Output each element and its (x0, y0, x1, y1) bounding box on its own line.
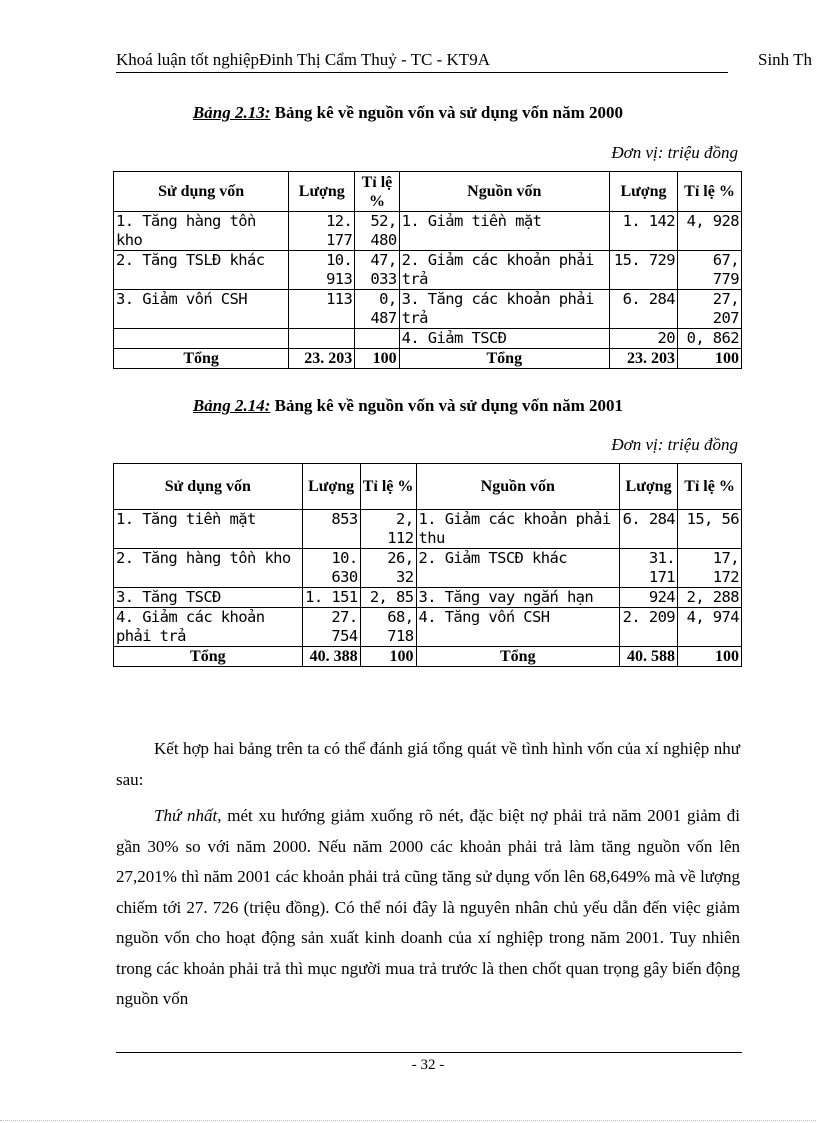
table2-header-cell: Nguồn vốn (416, 464, 620, 510)
table-cell: 40. 388 (302, 647, 360, 667)
table-cell: 17, 172 (678, 549, 742, 588)
table-cell: 4, 974 (678, 608, 742, 647)
table2-title: Bảng kê về nguồn vốn và sử dụng vốn năm 2001 (270, 396, 624, 415)
paragraph-1: Kết hợp hai bảng trên ta có thể đánh giá tổng quát về tình hình vốn của xí nghiệp như sau: (116, 739, 740, 789)
table-cell: 3. Tăng các khoản phải trả (399, 290, 609, 329)
table-cell: 27, 207 (678, 290, 742, 329)
table-cell: 924 (620, 588, 678, 608)
table-cell: 2. Tăng TSLĐ khác (114, 251, 289, 290)
table-cell: 10. 913 (289, 251, 355, 290)
table-cell: 67, 779 (678, 251, 742, 290)
table2-header-row (114, 464, 742, 510)
table-cell: 1. 142 (609, 212, 677, 251)
table1-header-cell: Lượng (289, 172, 355, 212)
table-cell: 1. Giảm các khoản phải thu (416, 510, 620, 549)
table1-header-cell: Tỉ lệ % (678, 172, 742, 212)
table1-header-cell: Nguồn vốn (399, 172, 609, 212)
table2-caption (0, 396, 816, 416)
table-cell: 2, 112 (360, 510, 416, 549)
table-cell: 6. 284 (609, 290, 677, 329)
table-cell: 100 (678, 647, 742, 667)
table2-header-cell: Lượng (620, 464, 678, 510)
table-cell: 23. 203 (609, 349, 677, 369)
table-cell: 26, 32 (360, 549, 416, 588)
table-cell: 3. Tăng TSCĐ (114, 588, 303, 608)
table-row (114, 290, 742, 329)
footer-rule (116, 1052, 742, 1053)
table-row (114, 212, 742, 251)
page-number: - 32 - (411, 1057, 445, 1073)
table-cell: Tổng (416, 647, 620, 667)
table-cell: Tổng (399, 349, 609, 369)
table-cell: 4. Giảm TSCĐ (399, 329, 609, 349)
table2-unit: Đơn vị: triệu đồng (611, 435, 738, 454)
table-cell: 2, 85 (360, 588, 416, 608)
header-right-text: Sinh Th (758, 50, 813, 69)
table-cell (289, 329, 355, 349)
table-cell: 4. Tăng vốn CSH (416, 608, 620, 647)
table-cell: 27. 754 (302, 608, 360, 647)
table-cell: 0, 862 (678, 329, 742, 349)
page-header (116, 48, 816, 76)
table-cell: 2. Giảm TSCĐ khác (416, 549, 620, 588)
table1-header-cell: Sử dụng vốn (114, 172, 289, 212)
table-cell: 0, 487 (355, 290, 399, 329)
table1-caption (0, 103, 816, 123)
body-text (116, 734, 740, 1015)
table-cell: 2. Giảm các khoản phải trả (399, 251, 609, 290)
table-cell: 2, 288 (678, 588, 742, 608)
table-row (114, 251, 742, 290)
table-cell: 1. 151 (302, 588, 360, 608)
table2-header-cell: Sử dụng vốn (114, 464, 303, 510)
paragraph-2-text: , mét xu hướng giảm xuống rõ nét, đặc biệt nợ phải trả năm 2001 giảm đi gần 30% so với năm 2000. Nếu năm 2000 các khoản phải trả làm tăng nguồn vốn lên 27,201% thì năm 2001 các khoản phải trả cũng tăng sử dụng vốn lên 68,649% mà về lượng chiếm tới 27. 726 (triệu đồng). Có thể nói đây là nguyên nhân chủ yếu dẫn đến việc giảm nguồn vốn cho hoạt động sản xuất kinh doanh của xí nghiệp trong năm 2001. Tuy nhiên trong các khoản phải trả thì mục người mua trả trước là then chốt quan trọng gây biến động nguồn vốn (116, 806, 741, 1008)
table-cell: 68, 718 (360, 608, 416, 647)
table2-header-cell: Lượng (302, 464, 360, 510)
table1-total-row (114, 349, 742, 369)
table-cell: 2. 209 (620, 608, 678, 647)
table1-header-cell: Lượng (609, 172, 677, 212)
paragraph-2 (116, 801, 740, 1015)
table1-header-row (114, 172, 742, 212)
table-cell: 6. 284 (620, 510, 678, 549)
table-cell: 1. Giảm tiền mặt (399, 212, 609, 251)
header-left-text: Khoá luận tốt nghiệpĐinh Thị Cẩm Thuỷ - TC - KT9A (116, 50, 490, 69)
table-cell: 15, 56 (678, 510, 742, 549)
table2-header-cell: Tỉ lệ % (360, 464, 416, 510)
table1-label: Bảng 2.13: (192, 103, 271, 122)
table-row (114, 329, 742, 349)
table1-unit: Đơn vị: triệu đồng (611, 143, 738, 162)
table1-title: Bảng kê về nguồn vốn và sử dụng vốn năm 2000 (270, 103, 624, 122)
table2-header-cell: Tỉ lệ % (678, 464, 742, 510)
page-edge (0, 1120, 816, 1121)
table-cell: 47, 033 (355, 251, 399, 290)
table-cell: 2. Tăng hàng tồn kho (114, 549, 303, 588)
table-cell: 853 (302, 510, 360, 549)
table-cell: Tổng (114, 647, 303, 667)
table-cell: 31. 171 (620, 549, 678, 588)
table-cell: 12. 177 (289, 212, 355, 251)
table-cell: 100 (360, 647, 416, 667)
table-cell: 40. 588 (620, 647, 678, 667)
table2 (113, 463, 742, 667)
table-cell: 3. Tăng vay ngắn hạn (416, 588, 620, 608)
table-cell: 113 (289, 290, 355, 329)
table-cell: 100 (355, 349, 399, 369)
paragraph-2-lead: Thứ nhất (154, 806, 218, 825)
table-cell: 4. Giảm các khoản phải trả (114, 608, 303, 647)
table-cell: Tổng (114, 349, 289, 369)
table-cell: 4, 928 (678, 212, 742, 251)
table-cell: 3. Giảm vốn CSH (114, 290, 289, 329)
table-row (114, 549, 742, 588)
table-cell: 23. 203 (289, 349, 355, 369)
table-cell (355, 329, 399, 349)
table-row (114, 510, 742, 549)
table2-total-row (114, 647, 742, 667)
table-cell: 1. Tăng hàng tồn kho (114, 212, 289, 251)
table-cell: 1. Tăng tiền mặt (114, 510, 303, 549)
table1 (113, 171, 742, 369)
table-cell (114, 329, 289, 349)
table-cell: 20 (609, 329, 677, 349)
table-row (114, 608, 742, 647)
header-rule (116, 72, 728, 73)
table2-label: Bảng 2.14: (192, 396, 271, 415)
table-cell: 100 (678, 349, 742, 369)
table-cell: 10. 630 (302, 549, 360, 588)
table-row (114, 588, 742, 608)
table-cell: 15. 729 (609, 251, 677, 290)
table-cell: 52, 480 (355, 212, 399, 251)
table1-header-cell: Tỉ lệ % (355, 172, 399, 212)
